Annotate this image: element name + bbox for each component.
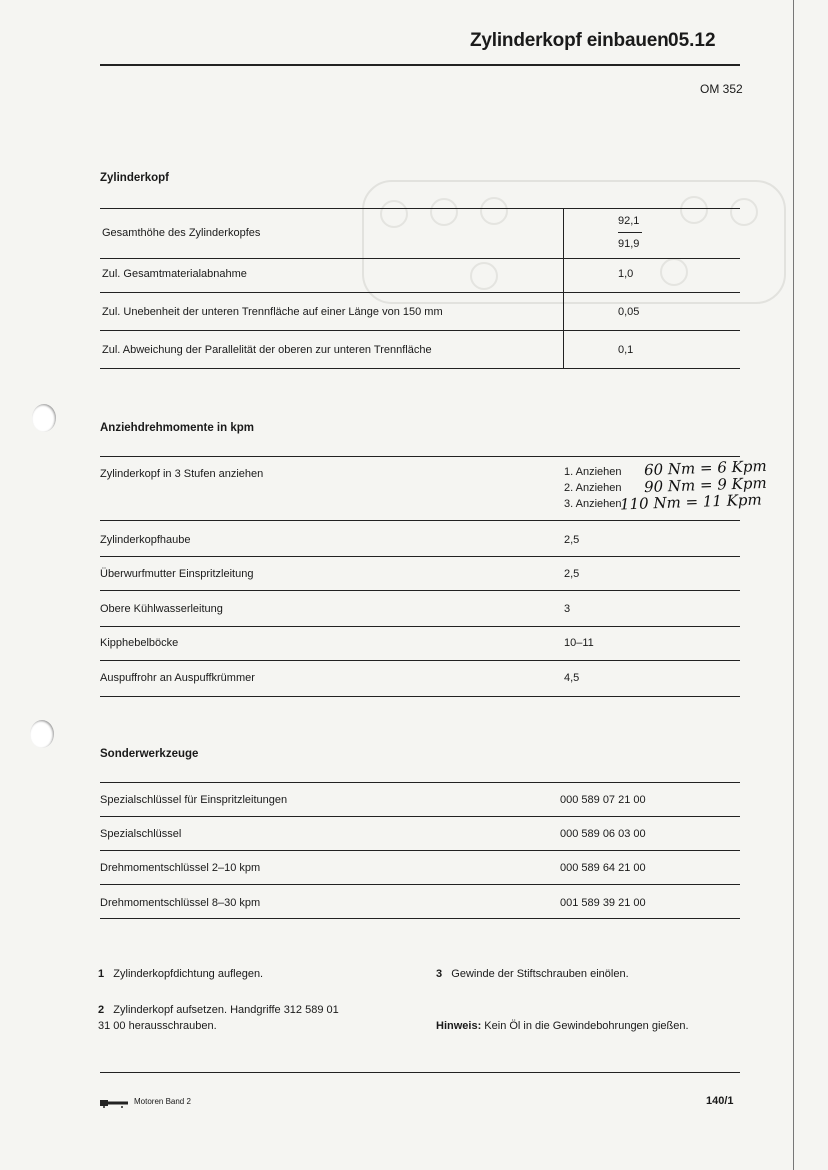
section-number: 05.12 <box>668 30 716 51</box>
table-row-value: 000 589 06 03 00 <box>560 828 646 840</box>
table-rule <box>100 626 740 627</box>
table-row-label: Auspuffrohr an Auspuffkrümmer <box>100 672 255 684</box>
table-rule <box>100 456 740 457</box>
table-row-label: Drehmomentschlüssel 8–30 kpm <box>100 897 261 909</box>
table-rule <box>100 696 740 697</box>
page-title: Zylinderkopf einbauen <box>470 30 669 51</box>
table-row-value: 000 589 07 21 00 <box>560 794 646 806</box>
footer-rule <box>100 1072 740 1073</box>
table-row-value: 0,1 <box>618 344 634 356</box>
step-text: Zylinderkopf aufsetzen. Handgriffe 312 589 01 <box>113 1004 339 1016</box>
truck-logo-icon <box>100 1098 128 1108</box>
hint-label: Hinweis: <box>436 1020 482 1032</box>
torque-stages-label: Zylinderkopf in 3 Stufen anziehen <box>100 468 264 480</box>
hint-text: Kein Öl in die Gewindebohrungen gießen. <box>484 1020 689 1032</box>
table-rule <box>100 208 740 209</box>
step-text: 31 00 herausschrauben. <box>98 1020 217 1032</box>
table-column-divider <box>563 208 564 368</box>
punch-hole-top <box>32 404 56 432</box>
table-rule <box>100 292 740 293</box>
table-row-label: Spezialschlüssel für Einspritzleitungen <box>100 794 288 806</box>
footer-book-title: Motoren Band 2 <box>134 1097 191 1106</box>
step-text: Zylinderkopfdichtung auflegen. <box>113 968 264 980</box>
torque-stage: 3. Anziehen <box>564 498 622 510</box>
table-rule <box>100 590 740 591</box>
table-row-value: 1,0 <box>618 268 634 280</box>
page-edge <box>793 0 794 1170</box>
table-row-value-bottom: 91,9 <box>618 238 640 250</box>
table-rule <box>100 368 740 369</box>
show-through-diagram <box>362 180 786 304</box>
table-row-value-top: 92,1 <box>618 215 640 227</box>
table-row-value: 2,5 <box>564 568 580 580</box>
header-rule <box>100 64 740 66</box>
section-heading-zylinderkopf: Zylinderkopf <box>100 172 170 184</box>
page-number: 140/1 <box>706 1095 734 1107</box>
table-rule <box>100 556 740 557</box>
step-2 <box>98 1002 339 1034</box>
step-number: 3 <box>436 968 443 980</box>
show-through-bolt <box>470 262 498 290</box>
show-through-bolt <box>480 197 508 225</box>
table-row-label: Zul. Unebenheit der unteren Trennfläche auf einer Länge von 150 mm <box>102 306 443 318</box>
table-row-value: 2,5 <box>564 534 580 546</box>
handwritten-note: 110 Nm = 11 Kpm <box>619 490 763 514</box>
torque-stage: 2. Anziehen <box>564 482 622 494</box>
torque-stage: 1. Anziehen <box>564 466 622 478</box>
table-row-label: Drehmomentschlüssel 2–10 kpm <box>100 862 261 874</box>
table-rule <box>100 660 740 661</box>
table-rule <box>100 782 740 783</box>
show-through-bolt <box>680 196 708 224</box>
table-row-label: Gesamthöhe des Zylinderkopfes <box>102 227 261 239</box>
step-1 <box>98 966 263 982</box>
table-rule <box>100 520 740 521</box>
table-row-label: Spezialschlüssel <box>100 828 182 840</box>
step-number: 2 <box>98 1004 105 1016</box>
show-through-bolt <box>660 258 688 286</box>
section-heading-tools: Sonderwerkzeuge <box>100 748 199 760</box>
table-rule <box>100 258 740 259</box>
handwritten-note: 60 Nm = 6 Kpm <box>643 456 767 480</box>
step-3 <box>436 966 629 982</box>
table-row-label: Zul. Gesamtmaterialabnahme <box>102 268 247 280</box>
table-row-label: Kipphebelböcke <box>100 637 179 649</box>
step-number: 1 <box>98 968 105 980</box>
hint <box>436 1018 689 1034</box>
table-rule <box>100 850 740 851</box>
table-row-label: Obere Kühlwasserleitung <box>100 603 223 615</box>
table-row-value: 10–11 <box>564 637 594 649</box>
table-rule <box>100 816 740 817</box>
table-row-value: 3 <box>564 603 571 615</box>
punch-hole-bottom <box>30 720 54 748</box>
show-through-bolt <box>730 198 758 226</box>
table-row-label: Zylinderkopfhaube <box>100 534 191 546</box>
table-row-value: 4,5 <box>564 672 580 684</box>
table-row-label: Zul. Abweichung der Parallelität der oberen zur unteren Trennfläche <box>102 344 432 356</box>
table-row-value: 0,05 <box>618 306 640 318</box>
fraction-line <box>618 232 642 233</box>
section-heading-torque: Anziehdrehmomente in kpm <box>100 422 254 434</box>
show-through-bolt <box>380 200 408 228</box>
show-through-bolt <box>430 198 458 226</box>
handwritten-note: 90 Nm = 9 Kpm <box>643 473 767 497</box>
engine-model: OM 352 <box>700 82 743 96</box>
table-rule <box>100 330 740 331</box>
table-rule <box>100 884 740 885</box>
table-row-value: 001 589 39 21 00 <box>560 897 646 909</box>
table-rule <box>100 918 740 919</box>
step-text: Gewinde der Stiftschrauben einölen. <box>451 968 629 980</box>
table-row-value: 000 589 64 21 00 <box>560 862 646 874</box>
table-row-label: Überwurfmutter Einspritzleitung <box>100 568 254 580</box>
